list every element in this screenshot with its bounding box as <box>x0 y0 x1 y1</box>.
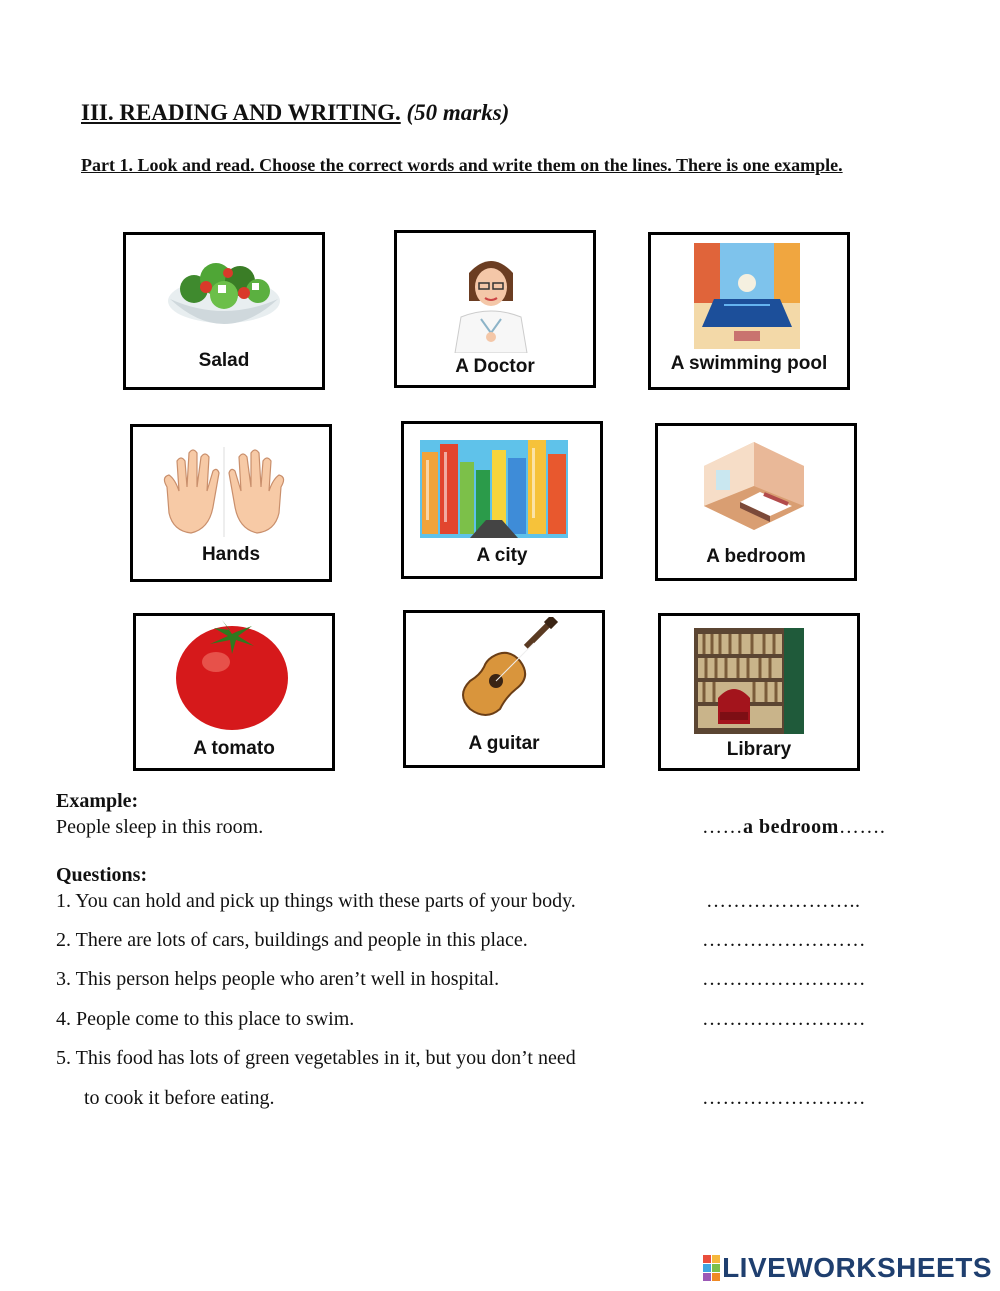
question-1: 1. You can hold and pick up things with these parts of your body. <box>56 890 576 912</box>
salad-icon <box>164 249 284 341</box>
question-5: 5. This food has lots of green vegetables in it, but you don’t need <box>56 1047 576 1069</box>
section-title: III. READING AND WRITING. (50 marks) <box>81 100 510 125</box>
card-label: Salad <box>198 350 250 371</box>
card-label: A city <box>476 545 528 566</box>
logo-grid-icon <box>703 1255 720 1281</box>
liveworksheets-logo[interactable] <box>703 1252 992 1284</box>
example-answer-word: a bedroom <box>743 816 839 838</box>
swimming-pool-icon <box>694 243 800 349</box>
card-label: A swimming pool <box>670 353 828 374</box>
question-5-continued: to cook it before eating. <box>84 1087 275 1109</box>
card-salad <box>123 232 325 390</box>
card-label: Library <box>726 739 792 760</box>
example-answer: ……a bedroom……. <box>702 816 886 838</box>
card-label: A tomato <box>193 738 275 759</box>
guitar-icon <box>456 617 560 717</box>
card-label: A guitar <box>468 733 540 754</box>
card-bedroom <box>655 423 857 581</box>
card-label: A bedroom <box>706 546 806 567</box>
questions-heading: Questions: <box>56 864 148 886</box>
answer-blank-5[interactable]: …………………… <box>702 1087 866 1109</box>
example-text: People sleep in this room. <box>56 816 264 838</box>
example-heading: Example: <box>56 790 139 812</box>
city-icon <box>420 440 568 538</box>
tomato-icon <box>172 614 292 734</box>
card-swimming-pool <box>648 232 850 390</box>
card-guitar <box>403 610 605 768</box>
doctor-icon <box>441 253 541 353</box>
card-doctor <box>394 230 596 388</box>
answer-blank-1[interactable]: ………………….. <box>706 890 861 912</box>
answer-blank-3[interactable]: …………………… <box>702 968 866 990</box>
card-tomato <box>133 613 335 771</box>
question-4: 4. People come to this place to swim. <box>56 1008 355 1030</box>
question-2: 2. There are lots of cars, buildings and people in this place. <box>56 929 528 951</box>
card-hands <box>130 424 332 582</box>
section-marks: (50 marks) <box>406 100 510 125</box>
answer-blank-4[interactable]: …………………… <box>702 1008 866 1030</box>
logo-text: LIVEWORKSHEETS <box>722 1252 992 1283</box>
part-instruction: Part 1. Look and read. Choose the correct words and write them on the lines. There is one example. <box>81 155 843 175</box>
card-city <box>401 421 603 579</box>
bedroom-icon <box>698 436 810 536</box>
card-label: A Doctor <box>455 356 535 377</box>
question-3: 3. This person helps people who aren’t well in hospital. <box>56 968 500 990</box>
answer-blank-2[interactable]: …………………… <box>702 929 866 951</box>
hands-icon <box>151 447 297 537</box>
card-label: Hands <box>201 544 261 565</box>
card-library <box>658 613 860 771</box>
library-icon <box>694 628 804 734</box>
